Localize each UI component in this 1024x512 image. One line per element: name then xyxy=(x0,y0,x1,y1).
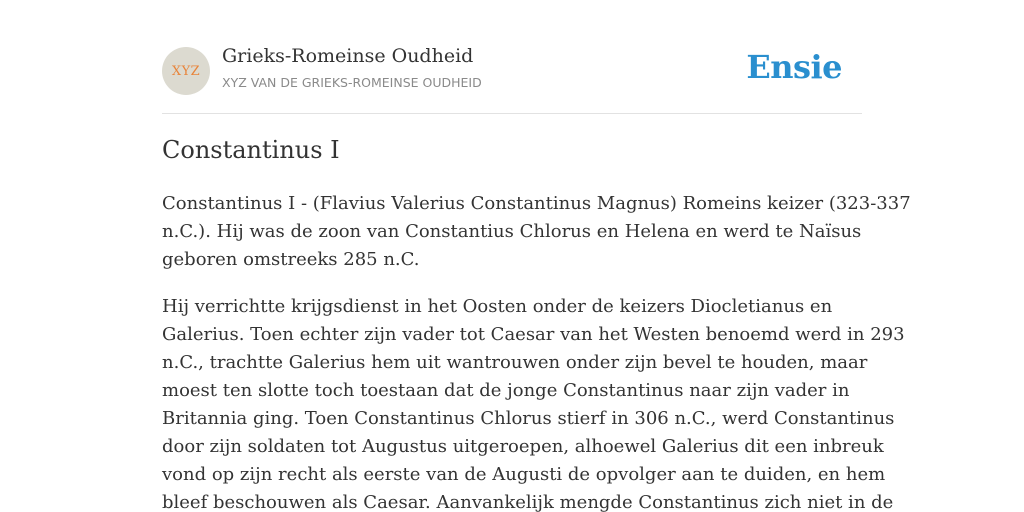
paragraph-line: vond op zijn recht als eerste van de Augusti de opvolger aan te duiden, en hem xyxy=(162,464,886,485)
paragraph-line: n.C., trachtte Galerius hem uit wantrouwen onder zijn bevel te houden, maar xyxy=(162,352,868,373)
source-title[interactable]: Grieks-Romeinse Oudheid xyxy=(222,45,474,67)
paragraph-line: geboren omstreeks 285 n.C. xyxy=(162,249,420,270)
article-title: Constantinus I xyxy=(162,136,340,164)
ensie-logo[interactable]: Ensie xyxy=(746,48,842,86)
paragraph-line: door zijn soldaten tot Augustus uitgeroepen, alhoewel Galerius dit een inbreuk xyxy=(162,436,884,457)
paragraph-line: Galerius. Toen echter zijn vader tot Caesar van het Westen benoemd werd in 293 xyxy=(162,324,905,345)
source-avatar[interactable]: XYZ xyxy=(162,47,210,95)
article-paragraph xyxy=(162,293,905,512)
paragraph-line: moest ten slotte toch toestaan dat de jonge Constantinus naar zijn vader in xyxy=(162,380,850,401)
article-paragraph xyxy=(162,190,911,274)
paragraph-line: Hij verrichtte krijgsdienst in het Oosten onder de keizers Diocletianus en xyxy=(162,296,833,317)
paragraph-line: Britannia ging. Toen Constantinus Chlorus stierf in 306 n.C., werd Constantinus xyxy=(162,408,895,429)
source-subtitle[interactable]: XYZ VAN DE GRIEKS-ROMEINSE OUDHEID xyxy=(222,75,482,90)
paragraph-line: Constantinus I - (Flavius Valerius Constantinus Magnus) Romeins keizer (323-337 xyxy=(162,193,911,214)
paragraph-line: n.C.). Hij was de zoon van Constantius Chlorus en Helena en werd te Naïsus xyxy=(162,221,862,242)
source-header xyxy=(162,0,862,114)
paragraph-line: bleef beschouwen als Caesar. Aanvankelijk mengde Constantinus zich niet in de xyxy=(162,492,894,512)
article-container xyxy=(162,0,911,512)
